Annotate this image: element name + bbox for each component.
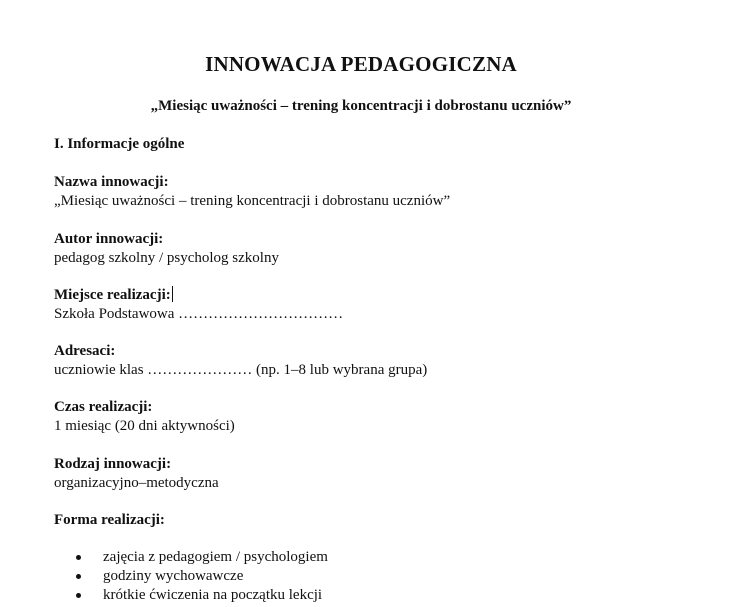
document-title: INNOWACJA PEDAGOGICZNA (205, 52, 517, 76)
list-item-text: zajęcia z pedagogiem / psychologiem (103, 549, 328, 565)
document-subtitle: „Miesiąc uważności – trening koncentracji i dobrostanu uczniów” (150, 98, 572, 114)
field-label: Rodzaj innowacji: (54, 456, 172, 472)
field-duration (54, 398, 235, 436)
field-location (54, 286, 343, 324)
field-value: 1 miesiąc (20 dni aktywności) (54, 418, 235, 434)
field-label: Adresaci: (54, 343, 116, 359)
field-value: „Miesiąc uważności – trening koncentracji i dobrostanu uczniów” (54, 193, 451, 209)
field-value: uczniowie klas ………………… (np. 1–8 lub wybrana grupa) (54, 362, 428, 378)
field-innovation-type (54, 455, 219, 493)
bullet-list (76, 548, 328, 605)
field-innovation-name (54, 173, 450, 211)
field-label: Autor innowacji: (54, 231, 164, 247)
field-form (54, 511, 165, 530)
list-item (76, 586, 328, 605)
field-recipients (54, 342, 427, 380)
field-author (54, 230, 279, 268)
field-label: Nazwa innowacji: (54, 174, 169, 190)
list-item (76, 548, 328, 567)
bullet-icon (76, 593, 81, 598)
field-value: pedagog szkolny / psycholog szkolny (54, 250, 279, 266)
list-item-text: godziny wychowawcze (103, 568, 244, 584)
bullet-icon (76, 555, 81, 560)
field-value: organizacyjno–metodyczna (54, 475, 219, 491)
section-heading: I. Informacje ogólne (54, 136, 185, 152)
field-label: Czas realizacji: (54, 399, 153, 415)
field-label: Miejsce realizacji: (54, 287, 171, 303)
field-label: Forma realizacji: (54, 512, 165, 528)
list-item-text: krótkie ćwiczenia na początku lekcji (103, 587, 323, 603)
bullet-icon (76, 574, 81, 579)
list-item (76, 567, 328, 586)
text-cursor (172, 286, 173, 302)
field-value: Szkoła Podstawowa …………………………… (54, 306, 344, 322)
